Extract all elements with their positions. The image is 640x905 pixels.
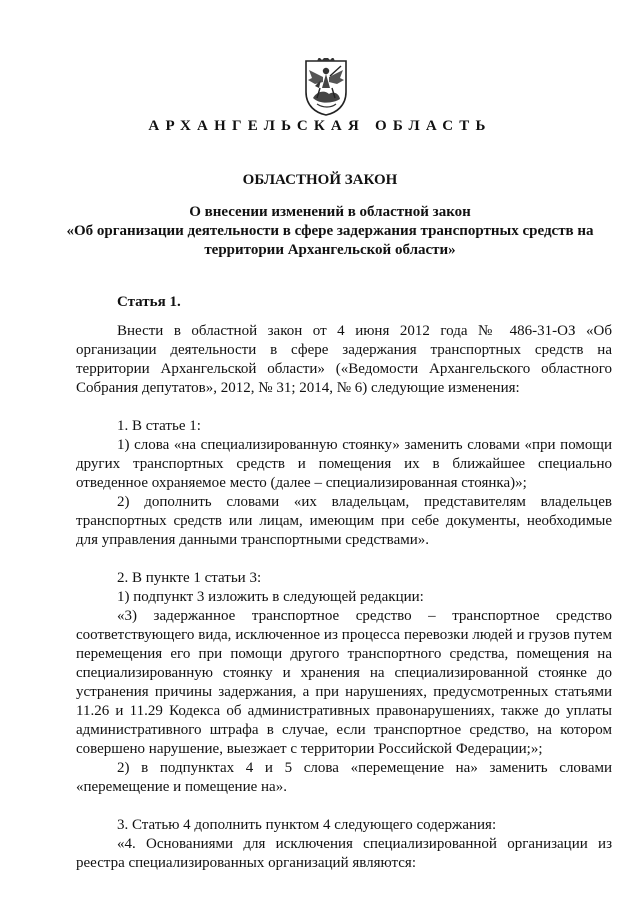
law-type-heading: ОБЛАСТНОЙ ЗАКОН: [242, 172, 398, 188]
section-3-quote: «4. Основаниями для исключения специализированной организации из реестра специализированных организаций являются:: [76, 836, 612, 871]
section-2-heading: 2. В пункте 1 статьи 3:: [117, 570, 262, 586]
law-title-line2: «Об организации деятельности в сфере задержания транспортных средств на территории Архангельской области»: [66, 223, 594, 258]
law-title: [60, 203, 600, 260]
region-name: АРХАНГЕЛЬСКАЯ ОБЛАСТЬ: [148, 118, 492, 134]
coat-of-arms-icon: [303, 58, 349, 116]
section-2-quote: «3) задержанное транспортное средство – транспортное средство соответствующего вида, исключенное из процесса перевозки людей и грузов путем перемещения его при помощи другого транспортного средства, помещения на специализированную стоянку и хранения на специализированной стоянке до устранения причины задержания, а при нарушениях, предусмотренных статьями 11.26 и 11.29 Кодекса об административных правонарушениях, также до уплаты административного штрафа в случае, если транспортное средство, на котором совершено нарушение, выезжает с территории Российской Федерации;»;: [76, 608, 612, 757]
section-2-item-1: 1) подпункт 3 изложить в следующей редакции:: [117, 589, 424, 605]
law-title-line1: О внесении изменений в областной закон: [189, 204, 471, 220]
article-body: [76, 322, 612, 873]
intro-paragraph: Внести в областной закон от 4 июня 2012 года № 486-31-ОЗ «Об организации деятельности в сфере задержания транспортных средств на территории Архангельской области» («Ведомости Архангельского областного Собрания депутатов», 2012, № 31; 2014, № 6) следующие изменения:: [76, 323, 612, 396]
section-2-item-2: 2) в подпунктах 4 и 5 слова «перемещение на» заменить словами «перемещение и помещение на».: [76, 760, 612, 795]
section-3-heading: 3. Статью 4 дополнить пунктом 4 следующего содержания:: [117, 817, 497, 833]
article-heading: Статья 1.: [117, 294, 181, 310]
section-1-item-2: 2) дополнить словами «их владельцам, представителям владельцев транспортных средств или лицам, имеющим при себе документы, необходимые для управления данными транспортными средствами».: [76, 494, 612, 548]
section-1-item-1: 1) слова «на специализированную стоянку» заменить словами «при помощи других транспортных средств и помещения их в ближайшее специально отведенное охраняемое место (далее – специализированная стоянка)»;: [76, 437, 612, 491]
section-1-heading: 1. В статье 1:: [117, 418, 201, 434]
